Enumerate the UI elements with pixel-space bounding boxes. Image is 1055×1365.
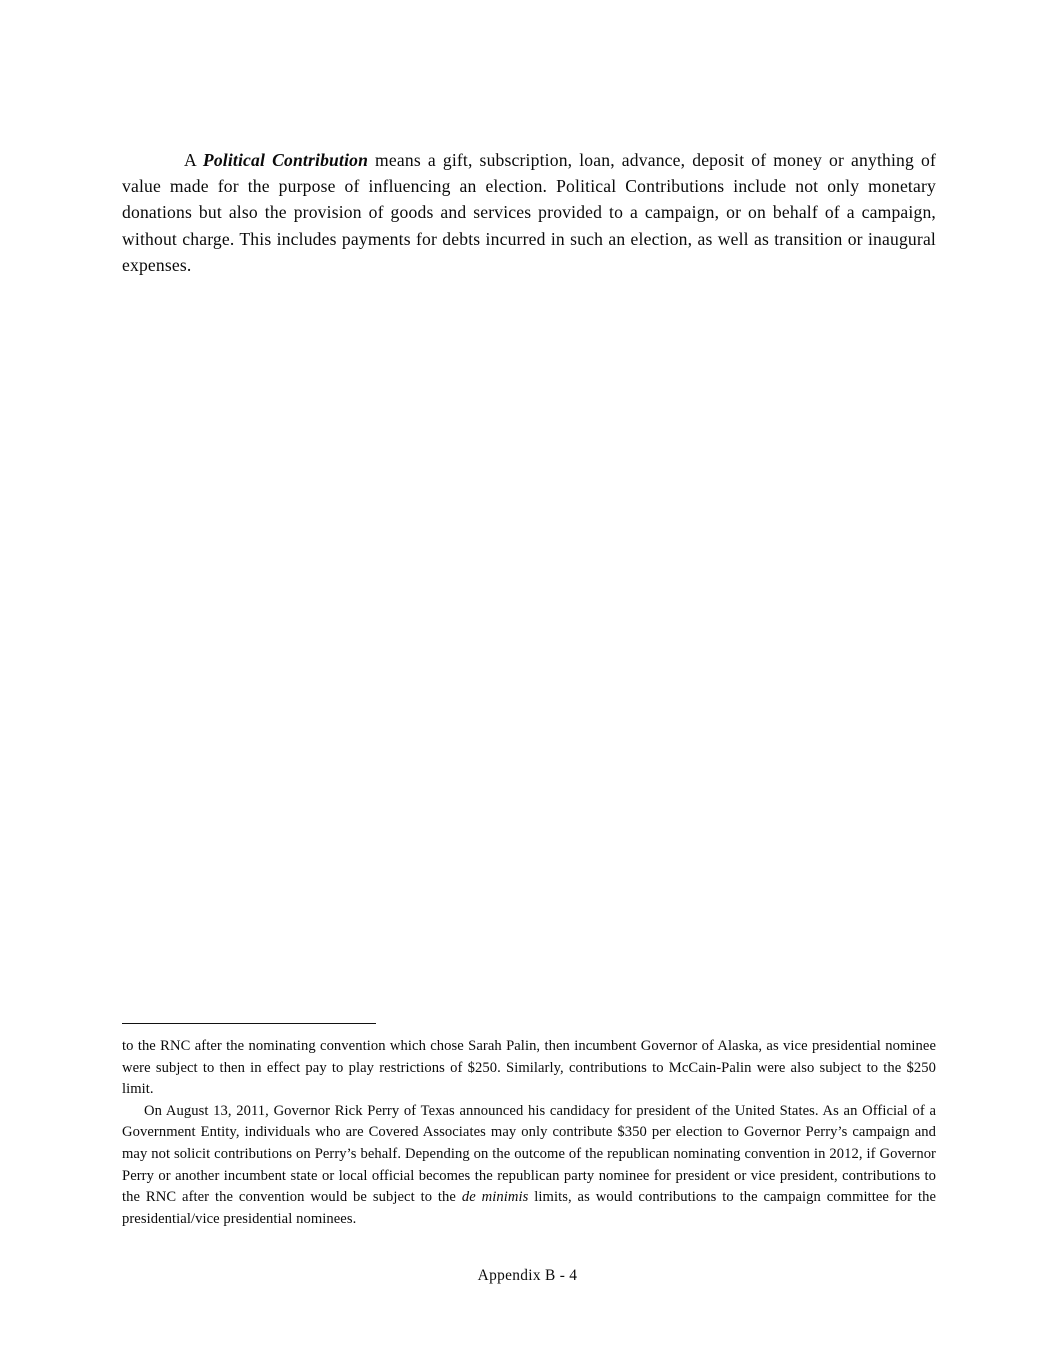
footnote-governor-perry bbox=[122, 1101, 936, 1231]
paragraph-body-text: means a gift, subscription, loan, advance, deposit of money or anything of value made for the purpose of influencing an election. Political Contributions include not only monetary donations but also the provision of goods and services provided to a campaign, or on behalf of a campaign, without charge. This includes payments for debts incurred in such an election, as well as transition or inaugural expenses. bbox=[122, 150, 936, 275]
political-contribution-paragraph bbox=[122, 147, 936, 278]
body-text-block bbox=[122, 147, 936, 278]
footnote-text-part-two: limits, as would contributions to the campaign committee for the presidential/vice presidential nominees. bbox=[122, 1189, 937, 1227]
footnote-continued-from-previous-page: to the RNC after the nominating convention which chose Sarah Palin, then incumbent Governor of Alaska, as vice presidential nominee were subject to then in effect pay to play restrictions of $250. Similarly, contributions to McCain-Palin were also subject to the $250 limit. bbox=[122, 1038, 936, 1098]
political-contribution-term: Political Contribution bbox=[202, 150, 369, 170]
footnote-text-part-one: On August 13, 2011, Governor Rick Perry of Texas announced his candidacy for president of the United States. As an Official of a Government Entity, individuals who are Covered Associates may only contribute $350 per election to Governor Perry’s campaign and may not solicit contributions on Perry’s behalf. Depending on the outcome of the republican nominating convention in 2012, if Governor Perry or another incumbent state or local official becomes the republican party nominee for president or vice president, contributions to the RNC after the convention would be subject to the bbox=[122, 1102, 936, 1206]
footnote-area bbox=[122, 1023, 936, 1230]
footnote-separator-rule bbox=[122, 1023, 376, 1024]
paragraph-lead-text: A bbox=[184, 150, 203, 170]
page-footer: Appendix B - 4 bbox=[477, 1267, 578, 1284]
de-minimis-term: de minimis bbox=[461, 1189, 529, 1206]
